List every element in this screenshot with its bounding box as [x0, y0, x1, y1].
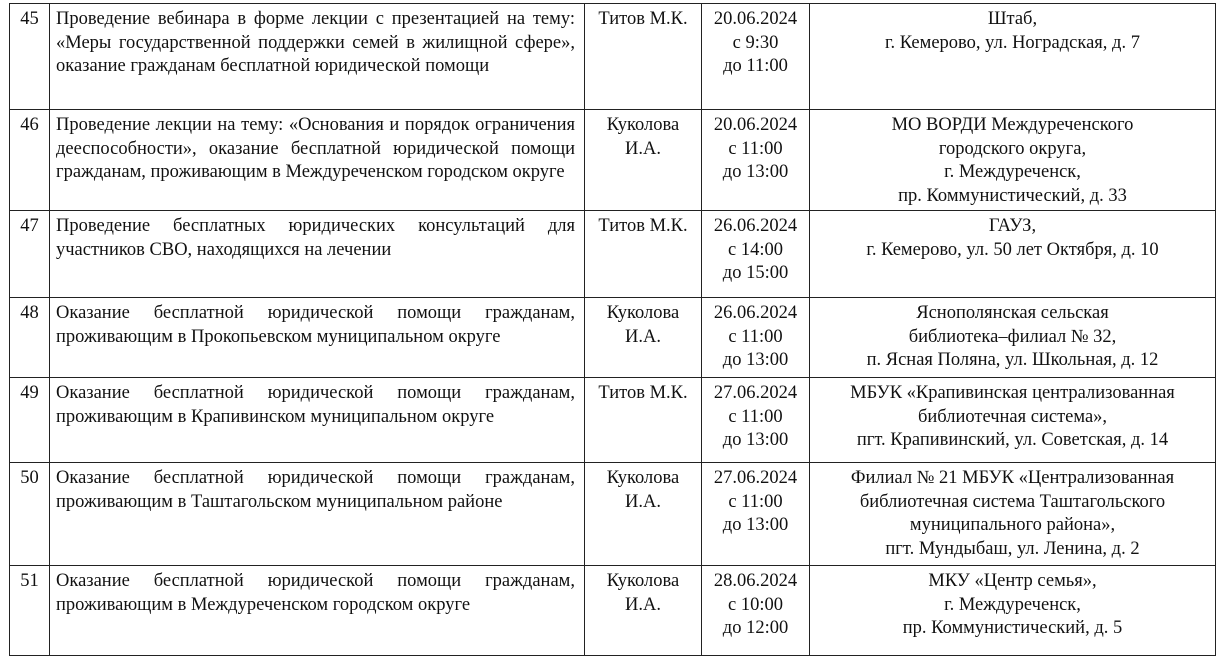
event-time-from: с 11:00	[728, 326, 783, 347]
event-time-to: до 12:00	[722, 618, 789, 638]
event-datetime	[702, 4, 810, 110]
event-date: 27.06.2024	[713, 468, 798, 488]
place-line: Штаб,	[987, 9, 1038, 29]
place-line: ГАУЗ,	[988, 216, 1037, 236]
event-place	[810, 211, 1216, 298]
place-line: муниципального района»,	[909, 515, 1116, 535]
responsible-person: Титов М.К.	[585, 211, 702, 298]
event-description: Проведение вебинара в форме лекции с презентацией на тему: «Меры государственной поддержки семей в жилищной сфере», оказание гражданам бесплатной юридической помощи	[50, 4, 585, 110]
event-date: 20.06.2024	[713, 115, 798, 135]
place-line: г. Междуреченск,	[944, 594, 1081, 615]
events-schedule-table	[9, 3, 1216, 656]
event-description: Оказание бесплатной юридической помощи гражданам, проживающим в Прокопьевском муниципальном округе	[50, 298, 585, 378]
event-time-to: до 13:00	[722, 515, 789, 535]
event-time-from: с 11:00	[728, 406, 783, 427]
row-number: 45	[10, 4, 50, 110]
place-line: МО ВОРДИ Междуреченского	[891, 115, 1134, 135]
place-line: МБУК «Крапивинская централизованная	[850, 383, 1175, 403]
event-time-from: с 14:00	[728, 239, 783, 260]
event-time-from: с 11:00	[728, 491, 783, 512]
row-number: 48	[10, 298, 50, 378]
event-time-from: с 10:00	[728, 594, 783, 615]
event-datetime	[702, 298, 810, 378]
event-date: 26.06.2024	[713, 303, 798, 323]
place-line: городского округа,	[938, 138, 1087, 159]
place-line: пр. Коммунистический, д. 33	[898, 185, 1127, 206]
place-line: пгт. Мундыбаш, ул. Ленина, д. 2	[885, 538, 1140, 559]
place-line: библиотека–филиал № 32,	[908, 326, 1117, 347]
event-time-from: с 11:00	[728, 138, 783, 159]
event-time-to: до 11:00	[723, 56, 788, 76]
event-date: 27.06.2024	[713, 383, 798, 403]
place-line: пгт. Крапивинский, ул. Советская, д. 14	[856, 430, 1169, 450]
place-line: п. Ясная Поляна, ул. Школьная, д. 12	[866, 350, 1159, 370]
event-date: 26.06.2024	[713, 216, 798, 236]
responsible-person: Куколова И.А.	[585, 463, 702, 566]
row-number: 49	[10, 378, 50, 463]
place-line: библиотечная система»,	[917, 406, 1108, 427]
table-row	[10, 4, 1216, 110]
responsible-person: Титов М.К.	[585, 378, 702, 463]
table-row	[10, 378, 1216, 463]
event-datetime	[702, 211, 810, 298]
event-description: Оказание бесплатной юридической помощи гражданам, проживающим в Междуреченском городском округе	[50, 566, 585, 656]
table-row	[10, 110, 1216, 211]
event-description: Оказание бесплатной юридической помощи гражданам, проживающим в Крапивинском муниципальном округе	[50, 378, 585, 463]
row-number: 50	[10, 463, 50, 566]
row-number: 46	[10, 110, 50, 211]
event-place	[810, 463, 1216, 566]
event-place	[810, 110, 1216, 211]
row-number: 51	[10, 566, 50, 656]
place-line: МКУ «Центр семья»,	[928, 571, 1097, 591]
place-line: г. Кемерово, ул. 50 лет Октября, д. 10	[866, 239, 1159, 260]
event-date: 20.06.2024	[713, 9, 798, 29]
event-datetime	[702, 110, 810, 211]
place-line: г. Междуреченск,	[944, 162, 1081, 182]
event-time-to: до 13:00	[722, 350, 789, 370]
row-number: 47	[10, 211, 50, 298]
event-description: Проведение лекции на тему: «Основания и порядок ограничения дееспособности», оказание бесплатной юридической помощи гражданам, проживающим в Междуреченском городском округе	[50, 110, 585, 211]
event-time-to: до 13:00	[722, 430, 789, 450]
event-time-from: с 9:30	[732, 32, 779, 53]
responsible-person: Куколова И.А.	[585, 298, 702, 378]
place-line: пр. Коммунистический, д. 5	[902, 618, 1123, 638]
responsible-person: Куколова И.А.	[585, 110, 702, 211]
event-datetime	[702, 378, 810, 463]
responsible-person: Титов М.К.	[585, 4, 702, 110]
event-place	[810, 298, 1216, 378]
place-line: Яснополянская сельская	[916, 303, 1109, 323]
event-place	[810, 566, 1216, 656]
place-line: Филиал № 21 МБУК «Централизованная	[850, 468, 1175, 488]
table-row	[10, 211, 1216, 298]
event-place	[810, 378, 1216, 463]
table-row	[10, 463, 1216, 566]
event-time-to: до 13:00	[722, 162, 789, 182]
event-datetime	[702, 463, 810, 566]
event-description: Проведение бесплатных юридических консультаций для участников СВО, находящихся на лечении	[50, 211, 585, 298]
place-line: библиотечная система Таштагольского	[859, 491, 1166, 512]
place-line: г. Кемерово, ул. Ноградская, д. 7	[885, 32, 1140, 53]
event-time-to: до 15:00	[722, 263, 789, 283]
event-place	[810, 4, 1216, 110]
event-date: 28.06.2024	[713, 571, 798, 591]
table-row	[10, 298, 1216, 378]
responsible-person: Куколова И.А.	[585, 566, 702, 656]
event-description: Оказание бесплатной юридической помощи гражданам, проживающим в Таштагольском муниципальном районе	[50, 463, 585, 566]
event-datetime	[702, 566, 810, 656]
table-row	[10, 566, 1216, 656]
